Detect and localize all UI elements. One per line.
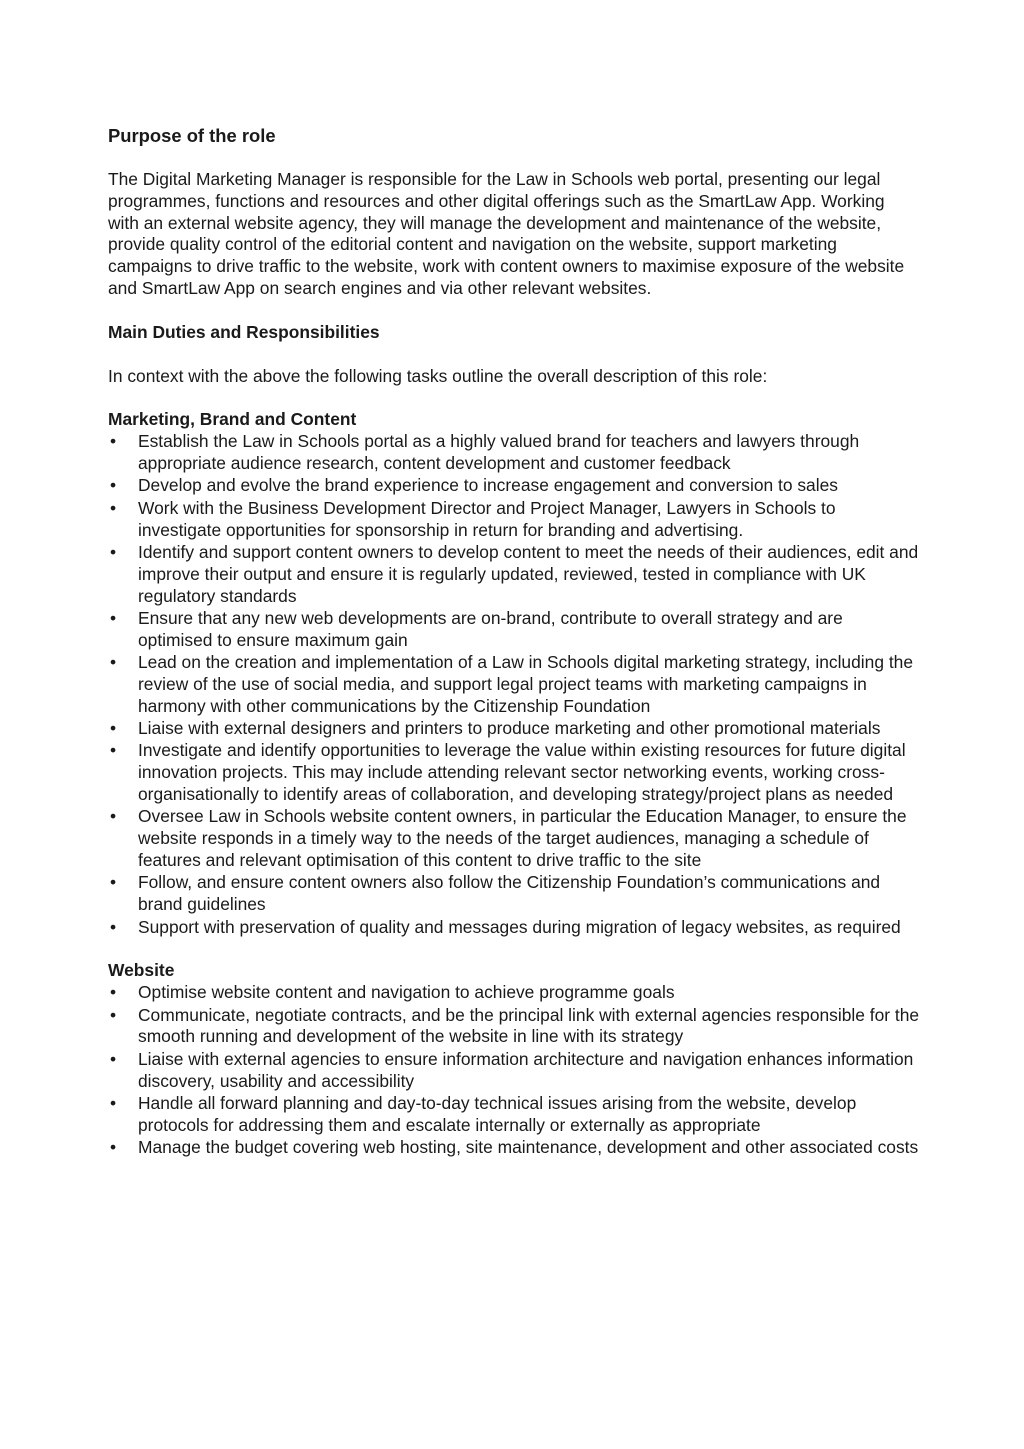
bullet-icon: • — [110, 607, 117, 628]
list-item — [108, 1093, 920, 1137]
intro-paragraph: The Digital Marketing Manager is responsible for the Law in Schools web portal, presenting our legal programmes, functions and resources and other digital offerings such as the SmartLaw App. Working with an external website agency, they will manage the development and maintenance of the website, provide quality control of the editorial content and navigation on the website, support marketing campaigns to drive traffic to the website, work with content owners to maximise exposure of the website and SmartLaw App on search engines and via other relevant websites. — [108, 169, 905, 298]
list-item — [108, 498, 920, 542]
list-item — [108, 475, 920, 497]
list-item-text: Identify and support content owners to develop content to meet the needs of their audiences, edit and improve their output and ensure it is regularly updated, reviewed, tested in compliance with UK regulatory standards — [138, 541, 919, 606]
list-item-text: Lead on the creation and implementation of a Law in Schools digital marketing strategy, including the review of the use of social media, and support legal project teams with marketing campaigns in harmony with other communications by the Citizenship Foundation — [138, 652, 913, 716]
bullet-icon: • — [110, 475, 117, 496]
bullet-icon: • — [110, 1004, 117, 1025]
section-heading-marketing: Marketing, Brand and Content — [108, 409, 357, 430]
bullet-icon: • — [110, 740, 117, 761]
list-item — [108, 1005, 920, 1049]
list-item — [108, 1049, 920, 1093]
bullet-icon: • — [110, 982, 117, 1003]
list-item-text: Develop and evolve the brand experience to increase engagement and conversion to sales — [138, 475, 838, 496]
list-item-text: Optimise website content and navigation to achieve programme goals — [138, 982, 675, 1003]
list-item-text: Investigate and identify opportunities to leverage the value within existing resources for future digital innovation projects. This may include attending relevant sector networking events, working cross-organisationally to identify areas of collaboration, and developing strategy/project plans as needed — [138, 740, 906, 805]
list-item — [108, 740, 920, 805]
list-item — [108, 982, 920, 1004]
list-item — [108, 542, 920, 607]
marketing-list — [108, 431, 920, 938]
list-item — [108, 652, 920, 717]
list-item — [108, 431, 920, 475]
bullet-icon: • — [110, 1093, 117, 1113]
list-item — [108, 806, 920, 871]
list-item-text: Handle all forward planning and day-to-day technical issues arising from the website, develop protocols for addressing them and escalate internally or externally as appropriate — [138, 1093, 857, 1135]
bullet-icon: • — [110, 652, 117, 673]
list-item-text: Ensure that any new web developments are on-brand, contribute to overall strategy and are optimised to ensure maximum gain — [138, 607, 843, 650]
list-item — [108, 872, 920, 916]
bullet-icon: • — [110, 1137, 117, 1158]
list-item-text: Communicate, negotiate contracts, and be the principal link with external agencies responsible for the smooth running and development of the website in line with its strategy — [138, 1004, 920, 1047]
list-item-text: Work with the Business Development Director and Project Manager, Lawyers in Schools to investigate opportunities for sponsorship in return for branding and advertising. — [138, 497, 836, 540]
bullet-icon: • — [110, 1048, 117, 1069]
list-item-text: Follow, and ensure content owners also follow the Citizenship Foundation’s communications and brand guidelines — [138, 872, 881, 915]
context-paragraph: In context with the above the following tasks outline the overall description of this role: — [108, 365, 768, 386]
duties-heading: Main Duties and Responsibilities — [108, 321, 380, 342]
list-item — [108, 608, 920, 652]
list-item-text: Support with preservation of quality and messages during migration of legacy websites, as required — [138, 916, 901, 937]
section-heading-website: Website — [108, 960, 175, 981]
bullet-icon: • — [110, 718, 117, 739]
page-title: Purpose of the role — [108, 125, 276, 146]
bullet-icon: • — [110, 541, 117, 562]
list-item — [108, 718, 920, 740]
document-page — [108, 124, 920, 1181]
bullet-icon: • — [110, 916, 117, 937]
list-item-text: Establish the Law in Schools portal as a highly valued brand for teachers and lawyers through appropriate audience research, content development and customer feedback — [138, 431, 860, 473]
list-item-text: Liaise with external designers and printers to produce marketing and other promotional materials — [138, 718, 881, 739]
bullet-icon: • — [110, 497, 117, 518]
list-item-text: Manage the budget covering web hosting, site maintenance, development and other associated costs — [138, 1137, 919, 1158]
bullet-icon: • — [110, 431, 117, 452]
bullet-icon: • — [110, 872, 117, 893]
list-item-text: Oversee Law in Schools website content owners, in particular the Education Manager, to ensure the website responds in a timely way to the needs of the target audiences, managing a schedule of features and relevant optimisation of this content to drive traffic to the site — [138, 806, 907, 871]
bullet-icon: • — [110, 806, 117, 827]
list-item — [108, 1137, 920, 1159]
list-item-text: Liaise with external agencies to ensure information architecture and navigation enhances information discovery, usability and accessibility — [138, 1048, 914, 1091]
list-item — [108, 917, 920, 939]
website-list — [108, 982, 920, 1159]
